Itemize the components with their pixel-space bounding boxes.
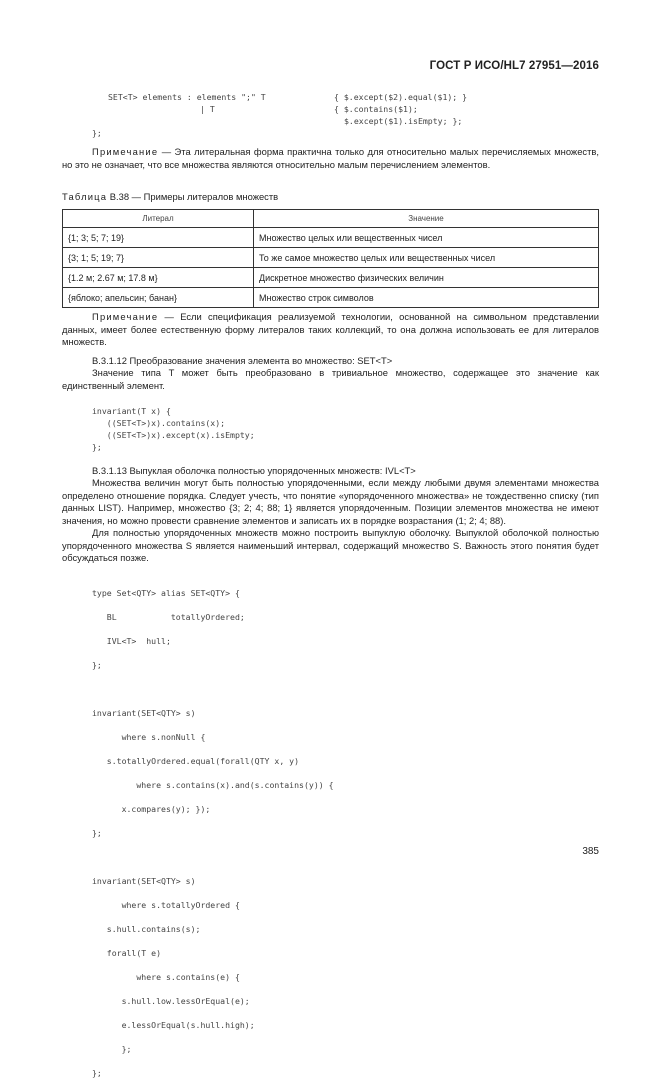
table-row (63, 228, 599, 248)
table-header-cell: Значение (254, 210, 599, 228)
code-line: }; (92, 828, 102, 838)
code-line: IVL<T> hull; (92, 636, 171, 646)
code-line: }; (92, 1068, 102, 1078)
table-cell: {3; 1; 5; 19; 7} (63, 248, 254, 268)
table-cell: Множество целых или вещественных чисел (254, 228, 599, 248)
section-paragraph: Множества величин могут быть полностью упорядоченными, если между любыми двумя элементами множества определено отношение порядка. Следует учесть, что понятие «упорядоченного множества» не тождественно списку (тип данных LIST). Например, множество {3; 2; 4; 88; 1} является упорядоченным. Позиции элементов множества не имеют значения, но можно провести сравнение элементов и записать их в порядке возрастания (1; 2; 4; 88). (62, 477, 599, 526)
table-cell: {яблоко; апельсин; банан} (63, 288, 254, 308)
code-line: where s.contains(e) { (92, 972, 240, 982)
code-line: { $.contains($1); (334, 104, 418, 114)
section-paragraph: Значение типа T может быть преобразовано в тривиальное множество, содержащее это значение как единственный элемент. (62, 367, 599, 391)
code-line: x.compares(y); }); (92, 804, 211, 814)
table-caption-text: В.38 — Примеры литералов множеств (107, 191, 279, 202)
table-cell: Множество строк символов (254, 288, 599, 308)
code-line: type Set<QTY> alias SET<QTY> { (92, 588, 240, 598)
code-line: }; (92, 1044, 132, 1054)
code-line: where s.contains(x).and(s.contains(y)) { (92, 780, 334, 790)
note-text: — Если спецификация реализуемой технологии, основанной на символьном представлении данных, имеет более естественную форму литералов таких коллекций, то она должна использовать ее для литералов множеств. (62, 311, 599, 347)
code-line: }; (92, 442, 102, 452)
code-block (92, 575, 334, 1091)
document-header: ГОСТ Р ИСО/HL7 27951—2016 (429, 60, 599, 72)
note-label: Примечание (92, 311, 159, 322)
table-cell: Дискретное множество физических величин (254, 268, 599, 288)
section-heading: В.3.1.13 Выпуклая оболочка полностью упорядоченных множеств: IVL<T> (92, 465, 416, 476)
code-line: }; (92, 660, 102, 670)
note-label: Примечание (92, 146, 159, 157)
code-line: $.except($1).isEmpty; }; (344, 116, 463, 126)
code-line: s.hull.low.lessOrEqual(e); (92, 996, 250, 1006)
code-line: { $.except($2).equal($1); } (334, 92, 468, 102)
table-row (63, 288, 599, 308)
table-header-cell: Литерал (63, 210, 254, 228)
code-line: ((SET<T>)x).contains(x); (92, 418, 226, 428)
code-line (92, 683, 334, 695)
table-cell: То же самое множество целых или вещественных чисел (254, 248, 599, 268)
table-header-row (63, 210, 599, 228)
section-paragraph: Для полностью упорядоченных множеств можно построить выпуклую оболочку. Выпуклой оболочкой полностью упорядоченного множества S является наименьший интервал, содержащий множество S. Важность этого понятия будет обсуждаться позже. (62, 527, 599, 563)
section-heading: В.3.1.12 Преобразование значения элемента во множество: SET<T> (92, 355, 393, 366)
code-line (92, 851, 334, 863)
code-line: }; (92, 128, 102, 138)
code-line: SET<T> elements : elements ";" T (108, 92, 266, 102)
page-number: 385 (582, 846, 599, 857)
table-row (63, 248, 599, 268)
table-caption (62, 191, 278, 204)
note-text: — Эта литеральная форма практична только для относительно малых перечисляемых множеств, но это не означает, что все множества являются относительно малым перечислением элементов. (62, 146, 599, 170)
code-line: where s.totallyOrdered { (92, 900, 240, 910)
code-line: s.hull.contains(s); (92, 924, 201, 934)
set-literals-table (62, 209, 599, 308)
code-line: s.totallyOrdered.equal(forall(QTY x, y) (92, 756, 300, 766)
table-row (63, 268, 599, 288)
code-line: ((SET<T>)x).except(x).isEmpty; (92, 430, 255, 440)
code-line: | T (200, 104, 215, 114)
code-line: invariant(SET<QTY> s) (92, 708, 196, 718)
code-line: invariant(SET<QTY> s) (92, 876, 196, 886)
code-line: e.lessOrEqual(s.hull.high); (92, 1020, 255, 1030)
code-line: where s.nonNull { (92, 732, 206, 742)
code-line: forall(T e) (92, 948, 162, 958)
code-line: invariant(T x) { (92, 406, 171, 416)
table-cell: {1; 3; 5; 7; 19} (63, 228, 254, 248)
table-cell: {1.2 м; 2.67 м; 17.8 м} (63, 268, 254, 288)
code-line: BL totallyOrdered; (92, 612, 245, 622)
table-caption-label: Таблица (62, 191, 108, 202)
note-paragraph (62, 311, 599, 349)
note-paragraph (62, 146, 599, 171)
